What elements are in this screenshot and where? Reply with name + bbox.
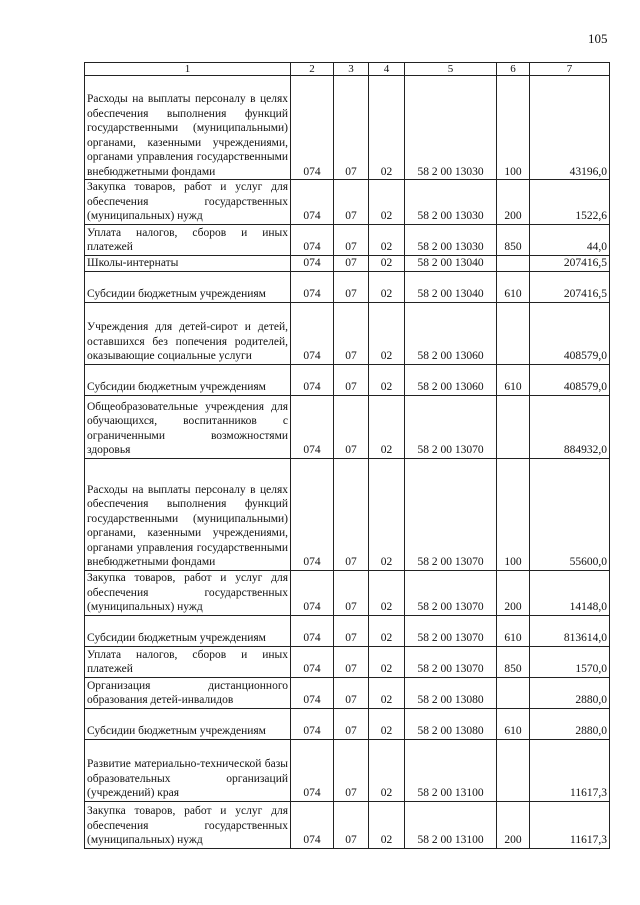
- row-name-cell: Расходы на выплаты персоналу в целях обеспечения выполнения функций государственными (муниципальными) органами, казенными учреждениями, органами управления государственными внебюджетными фондами: [85, 76, 291, 180]
- row-subsection-cell: 02: [369, 395, 405, 458]
- row-amount-cell: 14148,0: [530, 570, 610, 615]
- row-section-cell: 07: [334, 364, 369, 395]
- row-admin-code-cell: 074: [291, 646, 334, 677]
- header-col-2: 2: [291, 63, 334, 76]
- row-name-cell: Закупка товаров, работ и услуг для обеспечения государственных (муниципальных) нужд: [85, 801, 291, 848]
- row-expense-kind-cell: 200: [497, 180, 530, 225]
- row-section-cell: 07: [334, 801, 369, 848]
- table-row: [85, 271, 610, 302]
- row-admin-code-cell: 074: [291, 677, 334, 708]
- budget-table: [84, 62, 610, 849]
- row-expense-kind-cell: [497, 677, 530, 708]
- row-admin-code-cell: 074: [291, 739, 334, 801]
- row-admin-code-cell: 074: [291, 271, 334, 302]
- table-header: [85, 63, 610, 76]
- table-row: [85, 180, 610, 225]
- row-amount-cell: 2880,0: [530, 708, 610, 739]
- row-name-cell: Расходы на выплаты персоналу в целях обеспечения выполнения функций государственными (муниципальными) органами, казенными учреждениями, органами управления государственными внебюджетными фондами: [85, 458, 291, 570]
- row-amount-cell: 55600,0: [530, 458, 610, 570]
- row-expense-kind-cell: [497, 302, 530, 364]
- row-amount-cell: 2880,0: [530, 677, 610, 708]
- header-col-7: 7: [530, 63, 610, 76]
- row-expense-kind-cell: 610: [497, 364, 530, 395]
- row-section-cell: 07: [334, 255, 369, 271]
- header-col-3: 3: [334, 63, 369, 76]
- row-target-code-cell: 58 2 00 13100: [405, 801, 497, 848]
- table-row: [85, 76, 610, 180]
- row-section-cell: 07: [334, 570, 369, 615]
- row-amount-cell: 11617,3: [530, 801, 610, 848]
- row-section-cell: 07: [334, 708, 369, 739]
- row-subsection-cell: 02: [369, 458, 405, 570]
- table-row: [85, 677, 610, 708]
- row-name-cell: Уплата налогов, сборов и иных платежей: [85, 646, 291, 677]
- row-subsection-cell: 02: [369, 76, 405, 180]
- row-name-cell: Субсидии бюджетным учреждениям: [85, 615, 291, 646]
- row-section-cell: 07: [334, 646, 369, 677]
- row-expense-kind-cell: [497, 395, 530, 458]
- row-expense-kind-cell: [497, 739, 530, 801]
- row-name-cell: Развитие материально-технической базы образовательных организаций (учреждений) края: [85, 739, 291, 801]
- row-target-code-cell: 58 2 00 13070: [405, 570, 497, 615]
- row-subsection-cell: 02: [369, 615, 405, 646]
- row-target-code-cell: 58 2 00 13100: [405, 739, 497, 801]
- table-row: [85, 255, 610, 271]
- header-col-4: 4: [369, 63, 405, 76]
- row-expense-kind-cell: 100: [497, 458, 530, 570]
- row-admin-code-cell: 074: [291, 255, 334, 271]
- row-section-cell: 07: [334, 76, 369, 180]
- row-amount-cell: 1522,6: [530, 180, 610, 225]
- row-expense-kind-cell: 610: [497, 615, 530, 646]
- row-section-cell: 07: [334, 271, 369, 302]
- row-target-code-cell: 58 2 00 13070: [405, 646, 497, 677]
- row-target-code-cell: 58 2 00 13080: [405, 677, 497, 708]
- row-expense-kind-cell: 610: [497, 708, 530, 739]
- row-name-cell: Закупка товаров, работ и услуг для обеспечения государственных (муниципальных) нужд: [85, 570, 291, 615]
- row-target-code-cell: 58 2 00 13040: [405, 271, 497, 302]
- row-section-cell: 07: [334, 180, 369, 225]
- row-target-code-cell: 58 2 00 13080: [405, 708, 497, 739]
- row-admin-code-cell: 074: [291, 615, 334, 646]
- row-target-code-cell: 58 2 00 13030: [405, 76, 497, 180]
- row-subsection-cell: 02: [369, 646, 405, 677]
- row-name-cell: Учреждения для детей-сирот и детей, оставшихся без попечения родителей, оказывающие социальные услуги: [85, 302, 291, 364]
- table-row: [85, 801, 610, 848]
- row-subsection-cell: 02: [369, 570, 405, 615]
- row-name-cell: Уплата налогов, сборов и иных платежей: [85, 224, 291, 255]
- row-section-cell: 07: [334, 677, 369, 708]
- table-body: [85, 76, 610, 849]
- row-admin-code-cell: 074: [291, 801, 334, 848]
- row-subsection-cell: 02: [369, 708, 405, 739]
- table-row: [85, 708, 610, 739]
- row-amount-cell: 207416,5: [530, 255, 610, 271]
- row-expense-kind-cell: [497, 255, 530, 271]
- row-section-cell: 07: [334, 739, 369, 801]
- row-expense-kind-cell: 200: [497, 570, 530, 615]
- row-name-cell: Субсидии бюджетным учреждениям: [85, 364, 291, 395]
- row-admin-code-cell: 074: [291, 364, 334, 395]
- header-col-6: 6: [497, 63, 530, 76]
- row-amount-cell: 43196,0: [530, 76, 610, 180]
- row-target-code-cell: 58 2 00 13040: [405, 255, 497, 271]
- row-expense-kind-cell: 200: [497, 801, 530, 848]
- row-target-code-cell: 58 2 00 13070: [405, 395, 497, 458]
- table-row: [85, 364, 610, 395]
- row-amount-cell: 44,0: [530, 224, 610, 255]
- row-name-cell: Общеобразовательные учреждения для обучающихся, воспитанников с ограниченными возможностями здоровья: [85, 395, 291, 458]
- row-admin-code-cell: 074: [291, 76, 334, 180]
- row-expense-kind-cell: 850: [497, 224, 530, 255]
- row-name-cell: Закупка товаров, работ и услуг для обеспечения государственных (муниципальных) нужд: [85, 180, 291, 225]
- table-row: [85, 570, 610, 615]
- header-row: [85, 63, 610, 76]
- row-admin-code-cell: 074: [291, 302, 334, 364]
- row-amount-cell: 207416,5: [530, 271, 610, 302]
- table-row: [85, 395, 610, 458]
- row-target-code-cell: 58 2 00 13060: [405, 364, 497, 395]
- row-amount-cell: 884932,0: [530, 395, 610, 458]
- table-row: [85, 224, 610, 255]
- row-expense-kind-cell: 100: [497, 76, 530, 180]
- row-section-cell: 07: [334, 615, 369, 646]
- row-admin-code-cell: 074: [291, 224, 334, 255]
- row-name-cell: Школы-интернаты: [85, 255, 291, 271]
- header-col-1: 1: [85, 63, 291, 76]
- row-section-cell: 07: [334, 458, 369, 570]
- row-subsection-cell: 02: [369, 739, 405, 801]
- row-target-code-cell: 58 2 00 13030: [405, 180, 497, 225]
- row-subsection-cell: 02: [369, 302, 405, 364]
- table-row: [85, 302, 610, 364]
- row-target-code-cell: 58 2 00 13070: [405, 615, 497, 646]
- row-subsection-cell: 02: [369, 677, 405, 708]
- row-admin-code-cell: 074: [291, 570, 334, 615]
- row-target-code-cell: 58 2 00 13070: [405, 458, 497, 570]
- row-amount-cell: 813614,0: [530, 615, 610, 646]
- table-row: [85, 615, 610, 646]
- page-number: 105: [588, 31, 608, 46]
- row-section-cell: 07: [334, 224, 369, 255]
- table-row: [85, 739, 610, 801]
- row-admin-code-cell: 074: [291, 395, 334, 458]
- row-admin-code-cell: 074: [291, 458, 334, 570]
- row-subsection-cell: 02: [369, 364, 405, 395]
- row-target-code-cell: 58 2 00 13030: [405, 224, 497, 255]
- row-subsection-cell: 02: [369, 180, 405, 225]
- table-row: [85, 458, 610, 570]
- row-subsection-cell: 02: [369, 271, 405, 302]
- row-target-code-cell: 58 2 00 13060: [405, 302, 497, 364]
- row-amount-cell: 11617,3: [530, 739, 610, 801]
- row-subsection-cell: 02: [369, 224, 405, 255]
- row-amount-cell: 408579,0: [530, 364, 610, 395]
- row-subsection-cell: 02: [369, 801, 405, 848]
- row-subsection-cell: 02: [369, 255, 405, 271]
- row-name-cell: Субсидии бюджетным учреждениям: [85, 271, 291, 302]
- row-section-cell: 07: [334, 302, 369, 364]
- header-col-5: 5: [405, 63, 497, 76]
- row-section-cell: 07: [334, 395, 369, 458]
- row-amount-cell: 1570,0: [530, 646, 610, 677]
- row-admin-code-cell: 074: [291, 708, 334, 739]
- row-admin-code-cell: 074: [291, 180, 334, 225]
- table-row: [85, 646, 610, 677]
- row-expense-kind-cell: 850: [497, 646, 530, 677]
- row-amount-cell: 408579,0: [530, 302, 610, 364]
- row-name-cell: Организация дистанционного образования детей-инвалидов: [85, 677, 291, 708]
- row-expense-kind-cell: 610: [497, 271, 530, 302]
- row-name-cell: Субсидии бюджетным учреждениям: [85, 708, 291, 739]
